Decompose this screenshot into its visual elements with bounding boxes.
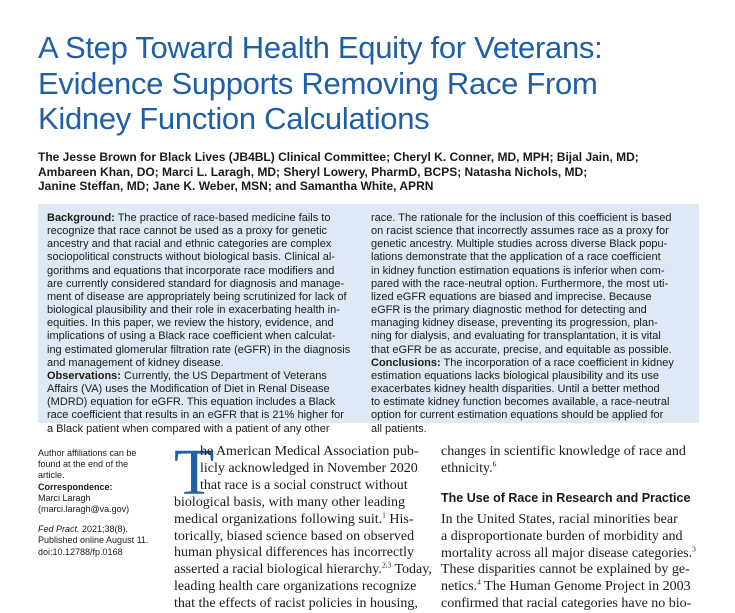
abstract-left-column [47, 212, 355, 436]
abstract-line: recognize that race cannot be used as a proxy for genetic [47, 225, 328, 238]
correspondence-name: Marci Laragh [38, 492, 91, 503]
abstract-line: biological plausibility and their role in exacerbating health in- [47, 304, 340, 317]
body-line: medical organizations following suit.$^1$ His- [174, 509, 414, 527]
title-line: Evidence Supports Removing Race From [38, 65, 598, 101]
author-line: Janine Steffan, MD; Jane K. Weber, MSN; and Samantha White, APRN [38, 179, 434, 194]
published-date: Published online August 11. [38, 535, 149, 546]
reference-marker[interactable]: 2,3 [381, 560, 392, 570]
abstract-line: ing estimated glomerular filtration rate (eGFR) in the diagnosis [47, 343, 351, 356]
title-line: A Step Toward Health Equity for Veterans: [38, 30, 603, 65]
body-line: human physical differences has incorrectly [174, 545, 414, 561]
body-line: leading health care organizations recognize [174, 579, 417, 595]
article-sidebar [38, 448, 164, 558]
abstract-line: (MDRD) equation for eGFR. This equation includes a Black [47, 396, 336, 409]
body-line: that the effects of racist policies in housing, [174, 596, 418, 612]
abstract-line: equities. In this paper, we review the history, evidence, and [47, 317, 334, 330]
abstract-line: in kidney function estimation equations is inferior when com- [371, 264, 665, 277]
body-line: In the United States, racial minorities bear [441, 511, 678, 527]
body-line: he American Medical Association pub- [200, 444, 419, 459]
body-line: torically, biased science based on observed [174, 528, 415, 544]
reference-marker[interactable]: 3 [692, 543, 696, 553]
author-list [38, 150, 698, 194]
abstract-line: sociopolitical constructs without biological basis. Clinical al- [47, 251, 335, 264]
abstract-line: Background: The practice of race-based medicine fails to [47, 212, 331, 224]
background-label: Background: [47, 212, 115, 224]
abstract-line: race coefficient that results in an eGFR that is 21% higher for [47, 409, 344, 422]
reference-marker[interactable]: 6 [492, 459, 497, 469]
abstract-line: genetic ancestry. Multiple studies across diverse Black popu- [371, 238, 668, 251]
body-line: ethnicity.$^6$ [441, 459, 497, 476]
abstract-line: lized eGFR equations are biased and imprecise. Because [371, 290, 652, 303]
abstract-line: implications of using a Black race coefficient when calculat- [47, 330, 336, 343]
conclusions-label: Conclusions: [371, 356, 441, 369]
abstract-line: managing kidney disease, preventing its progression, plan- [371, 317, 658, 330]
abstract-line: option for current estimation equations should be applied for [371, 409, 664, 422]
abstract-line: that eGFR be as accurate, precise, and equitable as possible. [371, 343, 672, 356]
article-title [38, 30, 718, 137]
affiliation-note: Author affiliations can be [38, 448, 137, 458]
author-line: Ambareen Khan, DO; Marci L. Laragh, MD; Sheryl Lowery, PharmD, BCPS; Natasha Nichols, MD; [38, 164, 588, 179]
affiliation-note: article. [38, 470, 65, 481]
abstract-line: ning for dialysis, and evaluating for transplantation, it is vital [371, 330, 661, 343]
abstract-line: exacerbates kidney health disparities. Until a better method [371, 383, 660, 396]
affiliation-note: found at the end of the [38, 459, 129, 470]
abstract-right-column [371, 212, 689, 436]
abstract-line: all patients. [371, 422, 427, 435]
body-line: mortality across all major disease categories.$^3$ [441, 543, 696, 561]
body-line: confirmed that racial categories have no bio- [441, 596, 692, 612]
doi-link[interactable]: doi:10.12788/fp.0168 [38, 546, 123, 557]
abstract-line: race. The rationale for the inclusion of this coefficient is based [371, 212, 672, 224]
body-line: biological basis, with many other leading [174, 494, 405, 510]
drop-cap: T [174, 436, 215, 509]
body-line: licly acknowledged in November 2020 [200, 460, 418, 476]
body-line: changes in scientific knowledge of race and [441, 444, 686, 459]
body-line: a disproportionate burden of morbidity and [441, 528, 683, 544]
body-line: asserted a racial biological hierarchy.$^{2,3}$ Today, [174, 560, 432, 578]
abstract-line: estimation equations lacks biological plausibility and its use [371, 369, 659, 382]
correspondence-label: Correspondence: [38, 481, 113, 492]
abstract-line: ancestry and that racial and ethnic categories are complex [47, 238, 332, 251]
abstract-line: pared with the race-neutral option. Furthermore, the most uti- [371, 277, 669, 290]
abstract-line: Observations: Currently, the US Department of Veterans [47, 369, 327, 382]
body-line: netics.$^4$ The Human Genome Project in 2003 [441, 577, 691, 595]
body-line: that race is a social construct without [200, 477, 408, 493]
abstract-line: gorithms and equations that incorporate race modifiers and [47, 264, 335, 277]
abstract-line: Affairs (VA) uses the Modification of Diet in Renal Disease [47, 383, 330, 396]
abstract-line: on racist science that incorrectly assumes race as a proxy for [371, 225, 669, 238]
citation: Fed Pract. 2021;38(8). [38, 524, 129, 535]
author-line: The Jesse Brown for Black Lives (JB4BL) Clinical Committee; Cheryl K. Conner, MD, MPH; Bijal Jain, MD; [38, 150, 639, 164]
title-line: Kidney Function Calculations [38, 101, 430, 136]
reference-marker[interactable]: 4 [477, 577, 481, 587]
body-column-middle [174, 436, 432, 613]
correspondence-email[interactable]: (marci.laragh@va.gov) [38, 504, 130, 515]
abstract-line: a Black patient when compared with a patient of any other [47, 422, 330, 435]
body-column-right [441, 444, 696, 613]
abstract-line: eGFR is the primary diagnostic method for detecting and [371, 304, 647, 317]
body-line: These disparities cannot be explained by ge- [441, 562, 690, 578]
abstract-line: ment of disease are appropriately being scrutinized for lack of [47, 290, 347, 303]
abstract-line: Conclusions: The incorporation of a race coefficient in kidney [371, 356, 674, 369]
observations-label: Observations: [47, 369, 121, 382]
abstract-line: are currently considered standard for diagnosis and manage- [47, 277, 345, 290]
abstract-line: lations demonstrate that the application of a race coefficient [371, 251, 661, 264]
reference-marker[interactable]: 1 [382, 509, 386, 519]
section-heading: The Use of Race in Research and Practice [441, 490, 691, 505]
abstract-line: to estimate kidney function becomes available, a race-neutral [371, 396, 670, 409]
abstract-line: and management of kidney disease. [47, 356, 224, 369]
